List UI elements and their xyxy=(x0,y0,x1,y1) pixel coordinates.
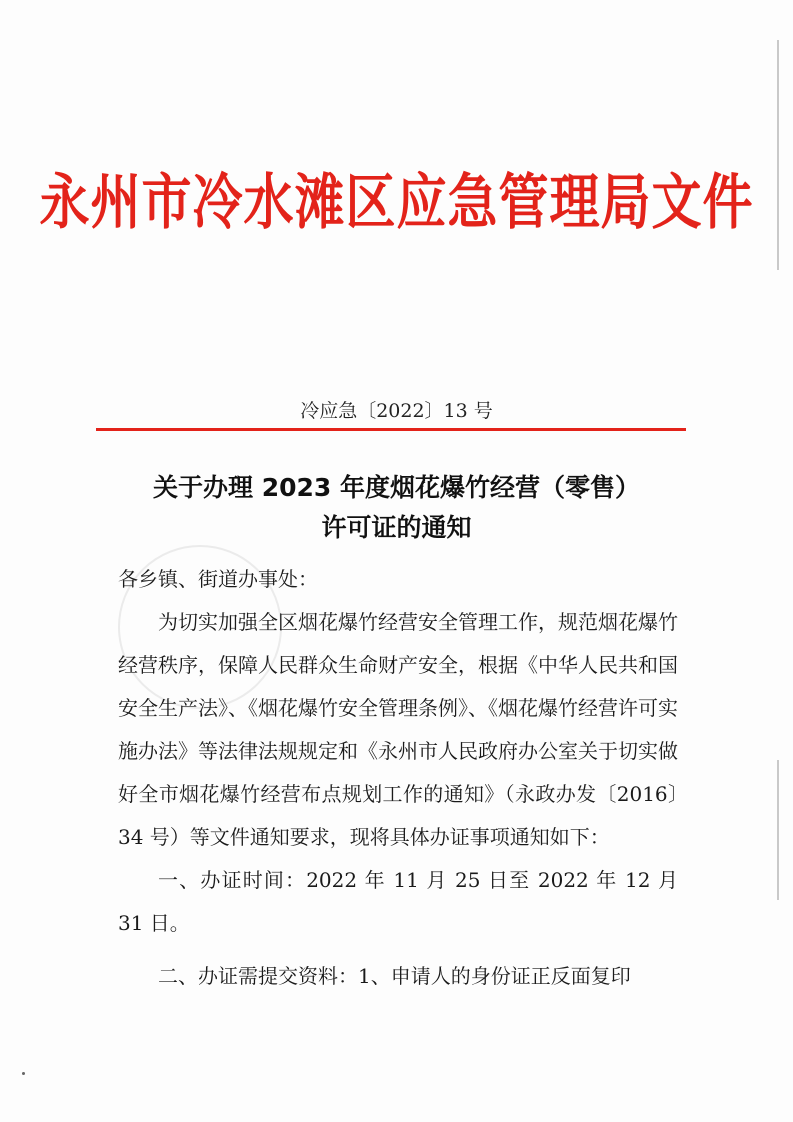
document-title xyxy=(0,468,793,548)
document-title-line-1: 关于办理 2023 年度烟花爆竹经营（零售） xyxy=(153,473,640,502)
salutation: 各乡镇、街道办事处： xyxy=(118,567,318,591)
scan-edge-mark xyxy=(777,760,779,900)
body-paragraph-intro: 为切实加强全区烟花爆竹经营安全管理工作，规范烟花爆竹经营秩序，保障人民群众生命财产安全，根据《中华人民共和国安全生产法》、《烟花爆竹安全管理条例》、《烟花爆竹经营许可实施办法》等法律法规规定和《永州市人民政府办公室关于切实做好全市烟花爆竹经营布点规划工作的通知》（永政办发〔2016〕34 号）等文件通知要求，现将具体办证事项通知如下： xyxy=(118,610,678,849)
body-paragraph-time: 一、办证时间：2022 年 11 月 25 日至 2022 年 12 月 31 日。 xyxy=(118,868,678,935)
document-number: 冷应急〔2022〕13 号 xyxy=(300,400,493,422)
body-paragraph-materials: 二、办证需提交资料：1、申请人的身份证正反面复印 xyxy=(158,964,631,988)
issuing-authority-header: 永州市冷水滩区应急管理局文件 xyxy=(39,166,754,238)
document-body xyxy=(118,558,678,998)
header-red-rule xyxy=(96,428,686,431)
document-title-line-2: 许可证的通知 xyxy=(321,513,472,542)
scan-edge-mark xyxy=(777,40,779,270)
scan-speck xyxy=(22,1072,25,1075)
